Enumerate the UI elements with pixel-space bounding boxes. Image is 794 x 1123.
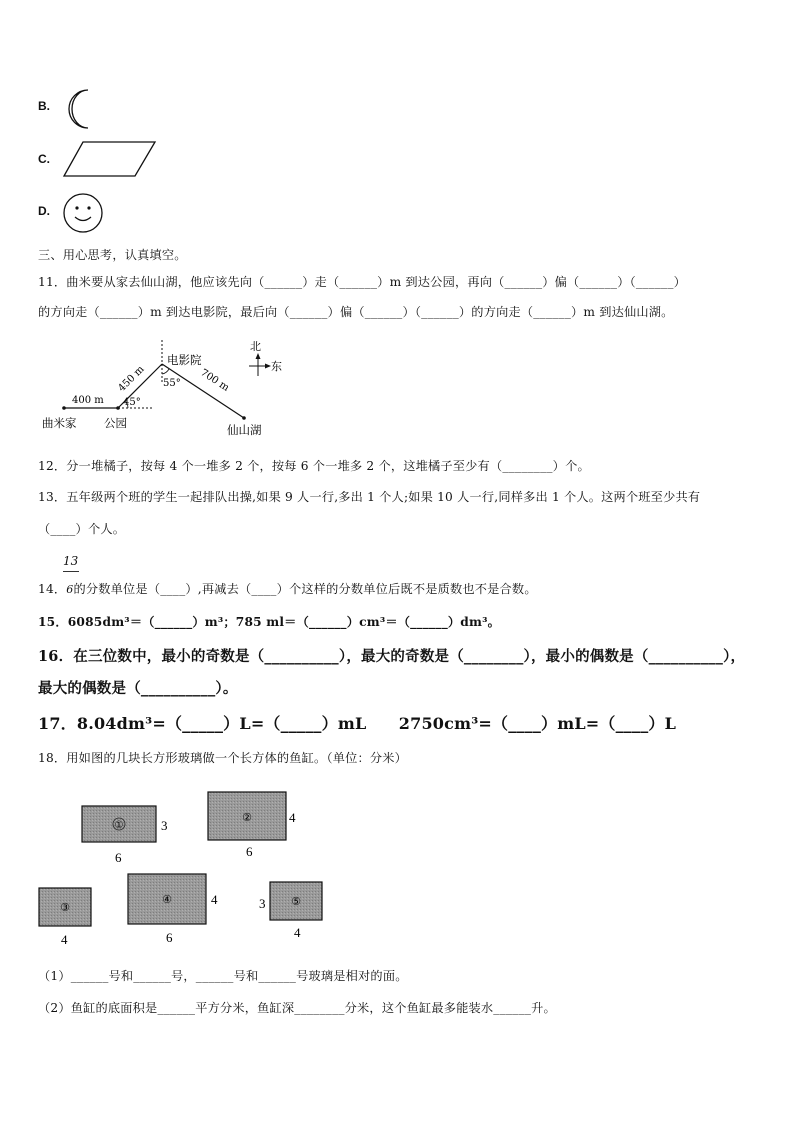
question-18-title: 18．用如图的几块长方形玻璃做一个长方体的鱼缸。（单位：分米） <box>38 751 408 765</box>
panel-1-width: 6 <box>115 850 122 865</box>
distance-450-label: 450 m <box>116 363 147 395</box>
question-13-line-2: （____）个人。 <box>38 522 126 536</box>
panel-2-width: 6 <box>246 844 253 859</box>
park-label: 公园 <box>104 416 127 430</box>
question-11-line-1: 11．曲米要从家去仙山湖，他应该先向（______）走（______）m 到达公园，再向（______）偏（______）（______） <box>38 275 687 289</box>
glass-panels-diagram <box>30 780 350 950</box>
crescent-moon-icon <box>60 88 96 130</box>
parallelogram-shape <box>62 140 158 178</box>
question-14-number: 14． <box>38 582 67 596</box>
question-16-line-2: 最大的偶数是（__________）。 <box>38 680 238 697</box>
panel-2-id: ② <box>242 812 252 824</box>
panel-4-width: 6 <box>166 930 173 945</box>
panel-4-height: 4 <box>211 892 218 907</box>
question-12: 12．分一堆橘子，按每 4 个一堆多 2 个，按每 6 个一堆多 2 个，这堆橘子至少有（________）个。 <box>38 459 590 473</box>
question-13-line-1: 13．五年级两个班的学生一起排队出操,如果 9 人一行,多出 1 个人;如果 10 人一行,同样多出 1 个人。这两个班至少共有 <box>38 490 701 504</box>
north-label: 北 <box>250 340 261 353</box>
fraction-numerator: 13 <box>63 554 79 568</box>
fraction-denominator: 6 <box>66 583 74 596</box>
panel-1 <box>82 806 168 865</box>
section-title: 三、用心思考，认真填空。 <box>38 248 187 262</box>
lake-label: 仙山湖 <box>227 423 262 437</box>
panel-5-width: 4 <box>294 925 301 940</box>
panel-3-width: 4 <box>61 932 68 947</box>
panel-4 <box>128 874 218 945</box>
panel-1-height: 3 <box>161 818 168 833</box>
panel-3 <box>39 888 91 947</box>
option-c-label: C. <box>38 152 50 166</box>
question-14-text: 的分数单位是（____）,再减去（____）个这样的分数单位后既不是质数也不是合数。 <box>73 582 537 596</box>
panel-5-id: ⑤ <box>291 896 301 908</box>
angle-45-label: 45° <box>123 397 141 408</box>
question-17: 17．8.04dm³=（_____）L=（_____）mL 2750cm³=（____）mL=（____）L <box>38 714 677 733</box>
question-11-line-2: 的方向走（______）m 到达电影院，最后向（______）偏（______）（______）的方向走（______）m 到达仙山湖。 <box>38 305 674 319</box>
question-18-part-1: （1）______号和______号，______号和______号玻璃是相对的面。 <box>38 969 408 983</box>
panel-3-id: ③ <box>60 902 70 914</box>
panel-4-id: ④ <box>162 894 172 906</box>
option-d-label: D. <box>38 204 50 218</box>
smiley-face-icon <box>62 192 104 234</box>
panel-2-height: 4 <box>289 810 296 825</box>
question-15: 15．6085dm³＝（______）m³；785 ml＝（______）cm³＝（______）dm³。 <box>38 615 501 629</box>
panel-1-id: ① <box>114 820 124 831</box>
distance-400-label: 400 m <box>72 395 104 406</box>
home-label: 曲米家 <box>42 416 77 430</box>
question-16-line-1: 16．在三位数中，最小的奇数是（__________），最大的奇数是（________），最小的偶数是（__________）， <box>38 648 746 665</box>
panel-2 <box>208 792 296 859</box>
question-18-part-2: （2）鱼缸的底面积是______平方分米，鱼缸深________分米，这个鱼缸最多能装水______升。 <box>38 1001 556 1015</box>
angle-55-label: 55° <box>163 378 181 389</box>
panel-5 <box>259 882 322 940</box>
question-14 <box>38 580 537 597</box>
option-b-label: B. <box>38 99 50 113</box>
panel-5-height: 3 <box>259 896 266 911</box>
cinema-label: 电影院 <box>167 353 202 367</box>
route-map-diagram <box>30 336 300 440</box>
fraction-bar <box>63 571 79 572</box>
distance-700-label: 700 m <box>198 367 231 394</box>
east-label: 东 <box>271 360 282 373</box>
